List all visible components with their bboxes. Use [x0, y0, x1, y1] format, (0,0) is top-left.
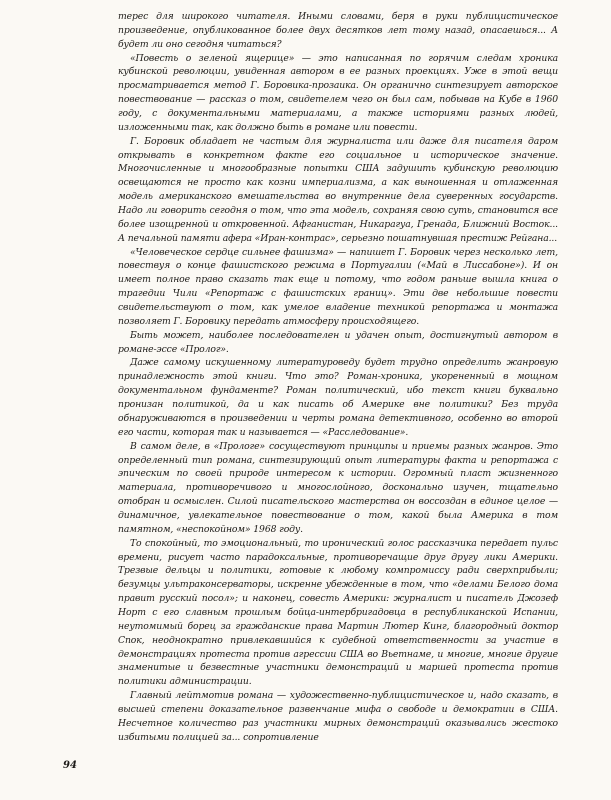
paragraph: «Человеческое сердце сильнее фашизма» — напишет Г. Боровик через несколько лет, повествуя о конце фашистского режима в Португалии («Май в Лиссабоне»). И он имеет полное право сказать так еще и потому, что годом раньше вышла книга о трагедии Чили «Репортаж с фашистских границ». Эти две небольшие повести свидетельствуют о том, как умелое владение техникой репортажа и монтажа позволяет Г. Боровику передать атмосферу происходящего.	[118, 246, 558, 327]
paragraph: Г. Боровик обладает не частым для журналиста или даже для писателя даром открывать в конкретном факте его социальное и историческое значение. Многочисленные и многообразные попытки США задушить кубинскую революцию освещаются не просто как козни империализма, а как выношенная и отлаженная модель американского вмешательства во внутренние дела суверенных государств. Надо ли говорить сегодня о том, что эта модель, сохраняя свою суть, становится все более изощренной и откровенной. Афганистан, Никарагуа, Гренада, Ближний Восток... А печальной памяти афера «Иран-контрас», серьезно пошатнувшая престиж Рейгана...	[118, 135, 558, 244]
page-number: 94	[63, 760, 77, 771]
paragraph: «Повесть о зеленой ящерице» — это написанная по горячим следам хроника кубинской революции, увиденная автором в ее разных проекциях. Уже в этой вещи просматривается метод Г. Боровика-прозаика. Он органично синтезирует авторское повествование — рассказ о том, свидетелем чего он был сам, побывав на Кубе в 1960 году, с документальными материалами, а также историями разных людей, изложенными так, как должно быть в романе или повести.	[118, 52, 558, 133]
paragraph-continuation: терес для широкого читателя. Иными словами, беря в руки публицистическое произведение, опубликованное более двух десятков лет тому назад, опасаешься... А будет ли оно сегодня читаться?	[118, 11, 558, 50]
paragraph: Быть может, наиболее последователен и удачен опыт, достигнутый автором в романе-эссе «Пролог».	[118, 329, 558, 355]
paragraph: В самом деле, в «Прологе» сосуществуют принципы и приемы разных жанров. Это определенный тип романа, синтезирующий опыт литературы факта и репортажа с эпическим по своей природе интересом к истории. Огромный пласт жизненного материала, противоречивого и многослойного, досконально изучен, тщательно отобран и осмыслен. Силой писательского мастерства он воссоздан в единое целое — динамичное, увлекательное повествование о том, какой была Америка в том памятном, «неспокойном» 1968 году.	[118, 440, 558, 535]
paragraph: Главный лейтмотив романа — художественно-публицистическое и, надо сказать, в высшей степени доказательное развенчание мифа о свободе и демократии в США. Несчетное количество раз участники мирных демонстраций оказывались жестоко избитыми полицией за... сопротивление	[118, 690, 558, 743]
paragraph: То спокойный, то эмоциональный, то иронический голос рассказчика передает пульс времени, рисует часто парадоксальные, противоречащие друг другу лики Америки. Трезвые дельцы и политики, готовые к любому компромиссу ради сверхприбыли; безумцы ультраконсерваторы, искренне убежденные в том, что «делами Белого дома правит русский посол»; и наконец, совесть Америки: журналист и писатель Джозеф Норт с его славным прошлым бойца-интербригадовца в республиканской Испании, неутомимый борец за гражданские права Мартин Лютер Кинг, благородный доктор Спок, неоднократно привлекавшийся к судебной ответственности за участие в демонстрациях протеста против агрессии США во Вьетнаме, и многие, многие другие знаменитые и безвестные участники демонстраций и маршей протеста против политики администрации.	[118, 537, 558, 688]
body-text	[118, 10, 558, 745]
paragraph: Даже самому искушенному литературоведу будет трудно определить жанровую принадлежность этой книги. Что это? Роман-хроника, укорененный в мощном документальном фундаменте? Роман политический, ибо текст книги буквально пронизан политикой, да и как писать об Америке вне политики? Без труда обнаруживаются в произведении и черты романа детективного, особенно во второй его части, которая так и называется — «Расследование».	[118, 357, 558, 438]
